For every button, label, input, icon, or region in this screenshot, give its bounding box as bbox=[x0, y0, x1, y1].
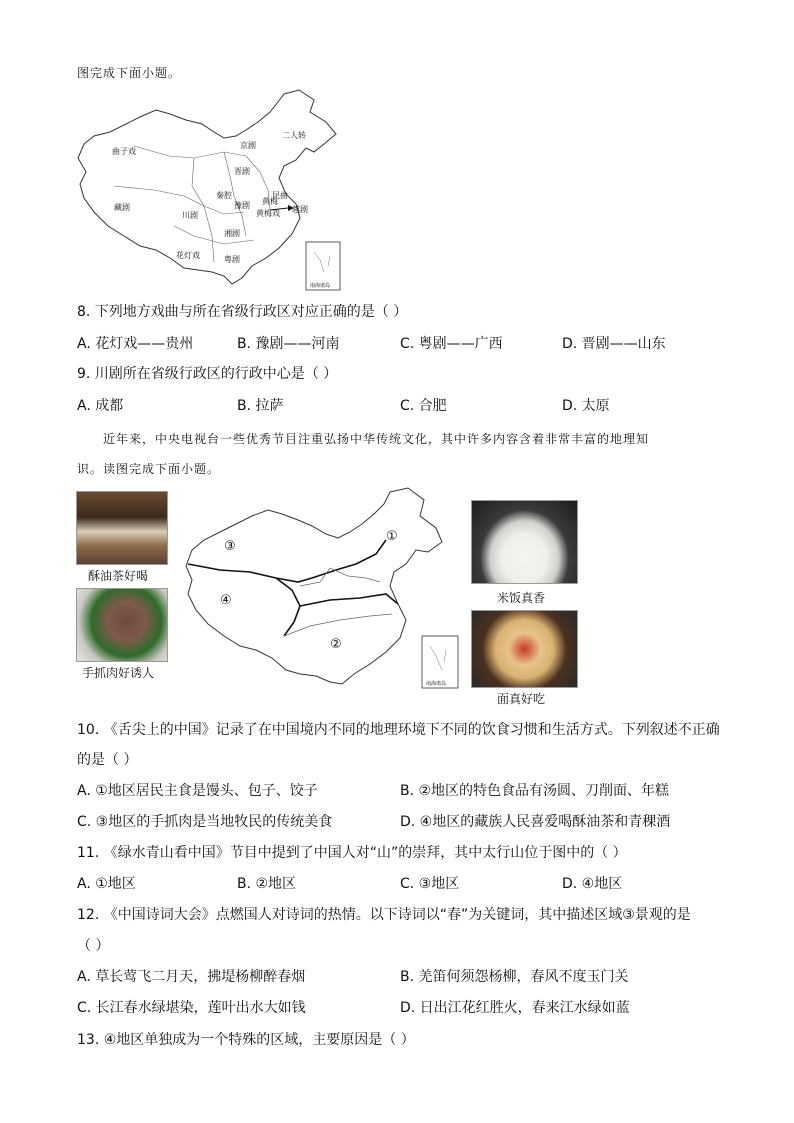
yellow-river bbox=[300, 568, 380, 586]
q9-option-b[interactable]: B. 拉萨 bbox=[237, 398, 284, 414]
opera-map bbox=[74, 86, 354, 296]
q10-stem-1: 10. 《舌尖上的中国》记录了在中国境内不同的地理环境下不同的饮食习惯和生活方式。下列叙述不正确 bbox=[77, 722, 720, 738]
label-huangmeixi: 黄梅戏 bbox=[256, 209, 280, 218]
label-yueju-zhe: 越剧 bbox=[292, 205, 308, 214]
q8-option-b[interactable]: B. 豫剧——河南 bbox=[237, 336, 340, 352]
q10-option-c[interactable]: C. ③地区的手抓肉是当地牧民的传统美食 bbox=[77, 814, 333, 830]
yangtze-river bbox=[284, 614, 392, 636]
region-4: ④ bbox=[220, 593, 232, 608]
q8-stem: 8. 下列地方戏曲与所在省级行政区对应正确的是（ ） bbox=[77, 304, 408, 320]
q12-option-a[interactable]: A. 草长莺飞二月天，拂堤杨柳醉春烟 bbox=[77, 969, 306, 985]
hand-meat-photo bbox=[76, 588, 168, 662]
intro-text-2b: 识。读图完成下面小题。 bbox=[77, 462, 221, 476]
q10-option-b[interactable]: B. ②地区的特色食品有汤圆、刀削面、年糕 bbox=[400, 783, 670, 799]
inset-caption-2: 南海诸岛 bbox=[426, 681, 447, 687]
label-jinju: 晋剧 bbox=[234, 167, 250, 176]
boundary-qinling-huaihe bbox=[300, 594, 398, 606]
label-quzixi: 曲子戏 bbox=[112, 147, 136, 156]
q12-option-b[interactable]: B. 羌笛何须怨杨柳，春风不度玉门关 bbox=[400, 969, 629, 985]
label-jingju: 京剧 bbox=[240, 141, 256, 150]
label-zangju: 藏剧 bbox=[114, 203, 130, 212]
intro-text-1: 图完成下面小题。 bbox=[77, 66, 182, 80]
label-qinqiang: 秦腔 bbox=[216, 191, 232, 200]
q9-option-d[interactable]: D. 太原 bbox=[562, 398, 610, 414]
label-kunqu: 昆曲 bbox=[272, 191, 288, 200]
boundary-north-south bbox=[188, 540, 386, 582]
label-yuju: 豫剧 bbox=[234, 201, 250, 210]
china-outline-2 bbox=[186, 488, 442, 684]
region-1: ① bbox=[386, 529, 398, 544]
q9-option-c[interactable]: C. 合肥 bbox=[400, 398, 447, 414]
q10-option-d[interactable]: D. ④地区的藏族人民喜爱喝酥油茶和青稞酒 bbox=[400, 814, 671, 830]
label-huadengxi: 花灯戏 bbox=[176, 251, 200, 260]
boundary-qinghai-tibet bbox=[276, 578, 300, 636]
region-3: ③ bbox=[224, 539, 236, 554]
china-outline bbox=[78, 90, 336, 284]
q8-option-a[interactable]: A. 花灯戏——贵州 bbox=[77, 336, 194, 352]
q11-option-b[interactable]: B. ②地区 bbox=[237, 876, 297, 892]
regions-map bbox=[180, 486, 468, 696]
butter-tea-photo bbox=[76, 491, 168, 565]
q10-stem-2: 的是（ ） bbox=[77, 752, 138, 768]
q13-stem: 13. ④地区单独成为一个特殊的区域，主要原因是（ ） bbox=[77, 1032, 415, 1048]
q12-stem-2: （ ） bbox=[77, 938, 110, 954]
q12-option-d[interactable]: D. 日出江花红胜火，春来江水绿如蓝 bbox=[400, 1000, 630, 1016]
region-2: ② bbox=[330, 637, 342, 652]
label-errenzhuan: 二人转 bbox=[282, 131, 306, 140]
q9-option-a[interactable]: A. 成都 bbox=[77, 398, 124, 414]
q12-option-c[interactable]: C. 长江春水绿堪染，莲叶出水大如钱 bbox=[77, 1000, 306, 1016]
label-chuanju: 川剧 bbox=[182, 211, 198, 220]
q8-option-c[interactable]: C. 粤剧——广西 bbox=[400, 336, 503, 352]
caption-rice: 米饭真香 bbox=[497, 591, 546, 605]
intro-text-2a: 近年来，中央电视台一些优秀节目注重弘扬中华传统文化，其中许多内容含着非常丰富的地理知 bbox=[103, 432, 650, 446]
q11-option-a[interactable]: A. ①地区 bbox=[77, 876, 136, 892]
q8-option-d[interactable]: D. 晋剧——山东 bbox=[562, 336, 666, 352]
noodles-photo bbox=[471, 610, 578, 688]
q11-option-c[interactable]: C. ③地区 bbox=[400, 876, 460, 892]
q9-stem: 9. 川剧所在省级行政区的行政中心是（ ） bbox=[77, 366, 338, 382]
label-xiangju: 湘剧 bbox=[224, 229, 240, 238]
label-yueju-guang: 粤剧 bbox=[224, 255, 240, 264]
rice-photo bbox=[471, 500, 578, 584]
caption-noodles: 面真好吃 bbox=[497, 692, 546, 706]
caption-tea: 酥油茶好喝 bbox=[88, 569, 149, 583]
q11-stem: 11. 《绿水青山看中国》节目中提到了中国人对“山”的崇拜，其中太行山位于图中的（ ） bbox=[77, 845, 627, 861]
label-huangmei: 黄梅 bbox=[262, 197, 278, 206]
q11-option-d[interactable]: D. ④地区 bbox=[562, 876, 623, 892]
inset-caption-1: 南海诸岛 bbox=[310, 283, 331, 289]
caption-meat: 手抓肉好诱人 bbox=[82, 666, 155, 680]
q10-option-a[interactable]: A. ①地区居民主食是馒头、包子、饺子 bbox=[77, 783, 318, 799]
q12-stem-1: 12. 《中国诗词大会》点燃国人对诗词的热情。以下诗词以“春”为关键词，其中描述区域③景观的是 bbox=[77, 907, 691, 923]
